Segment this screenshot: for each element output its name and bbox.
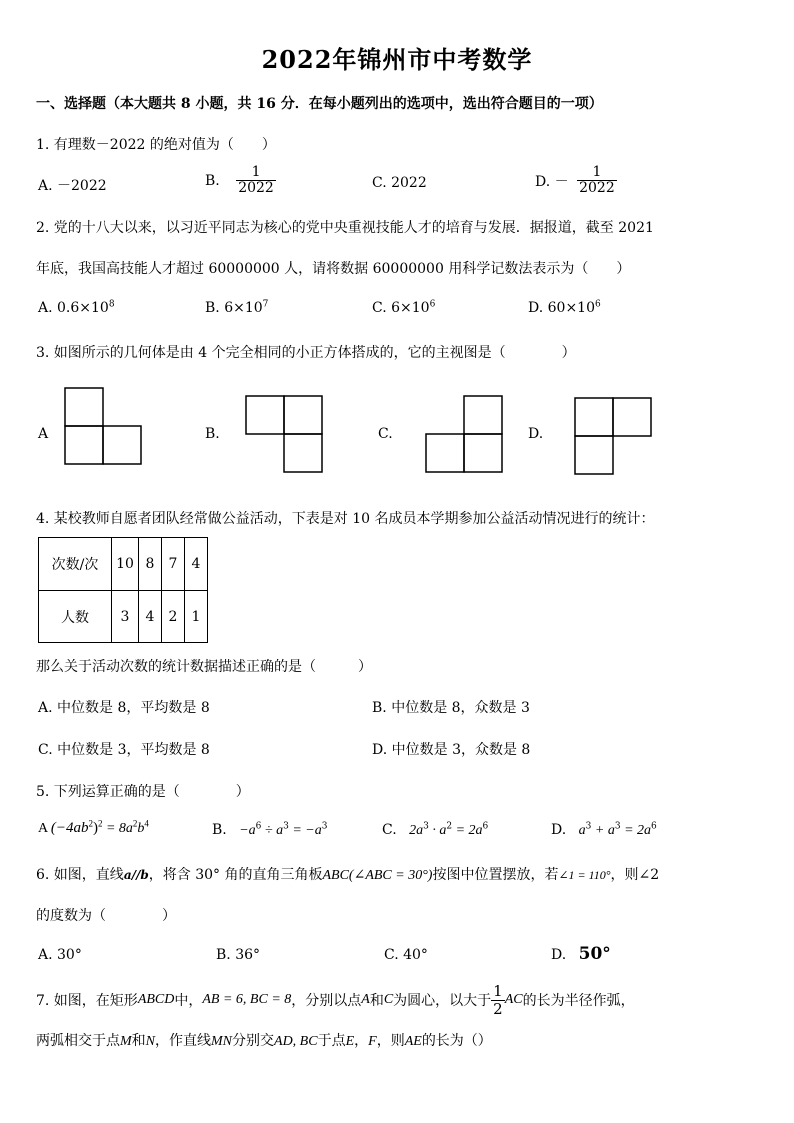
question-3-stem: 3. 如图所示的几何体是由 4 个完全相同的小正方体搭成的，它的主视图是（ ） (36, 345, 576, 361)
question-4-question: 那么关于活动次数的统计数据描述正确的是（ ） (36, 659, 372, 675)
q1-option-b (205, 165, 276, 197)
q2-option-d-exponent: 6 (595, 299, 601, 310)
q1-option-d (535, 165, 617, 197)
q6-option-c: C. 40° (384, 947, 428, 963)
q3-option-c-figure (425, 395, 505, 475)
question-5-stem: 5. 下列运算正确的是（ ） (36, 784, 250, 800)
q6-option-a: A. 30° (38, 947, 82, 963)
q1-option-d-fraction (577, 165, 617, 197)
q5-option-d (551, 822, 657, 839)
q2-option-a (38, 300, 115, 316)
q5-option-d-term2: + a (591, 823, 615, 838)
q5-option-d-term3: = 2a (620, 823, 652, 838)
q6-option-d-value: 50° (578, 944, 611, 964)
q7-text-6: 的长为半径作弧， (522, 993, 635, 1009)
question-7-line-2 (36, 1030, 492, 1050)
q4-option-b: B. 中位数是 8，众数是 3 (372, 700, 530, 716)
q6-option-d-label: D. (551, 947, 567, 963)
table-cell: 4 (185, 538, 208, 591)
table-cell: 4 (139, 591, 162, 643)
q7-point-m: M (120, 1034, 132, 1049)
q5-option-b-exp2: 3 (283, 821, 289, 832)
question-6-line-2: 的度数为（ ） (36, 908, 176, 924)
q7-text-11: 于点 (317, 1033, 346, 1049)
q5-option-c-term3: = 2a (452, 823, 483, 838)
q7-text-10: 分别交 (232, 1033, 275, 1049)
table-cell: 7 (162, 538, 185, 591)
q6-text-1: 6. 如图，直线 (36, 867, 124, 883)
q7-rectangle-name: ABCD (137, 992, 175, 1007)
q5-option-c-term1: 2a (409, 823, 424, 838)
q1-option-b-numerator: 1 (251, 164, 261, 180)
q5-option-c-exp2: 2 (446, 821, 453, 832)
q7-text-1: 7. 如图，在矩形 (36, 993, 138, 1009)
q2-option-c-exponent: 6 (429, 299, 436, 310)
q4-option-a: A. 中位数是 8，平均数是 8 (38, 700, 210, 716)
q5-option-c-term2: · a (428, 823, 447, 838)
table-cell: 1 (185, 591, 208, 643)
q5-option-a-base: (−4ab (50, 820, 89, 836)
q5-option-c (382, 822, 488, 839)
q7-text-9: ，作直线 (155, 1033, 212, 1049)
q5-option-d-exp1: 3 (585, 821, 592, 832)
q5-option-a-inner-exp: 2 (88, 818, 93, 829)
question-2-line-2: 年底，我国高技能人才超过 60000000 人，请将数据 60000000 用科学记数法表示为（ ） (36, 261, 631, 277)
q2-option-c-text: C. 6×10 (372, 300, 430, 316)
table-cell: 10 (112, 538, 139, 591)
q6-text-3: 按图中位置摆放，若 (432, 867, 559, 883)
q2-option-a-text: A. 0.6×10 (38, 300, 109, 316)
q7-segment-ac: AC (504, 992, 523, 1007)
q5-option-b-term3: = −a (288, 823, 322, 838)
q5-option-c-exp1: 3 (423, 821, 429, 832)
table-row (39, 538, 208, 591)
q7-text-14: 的长为（） (421, 1033, 492, 1049)
q7-half-numerator: 1 (493, 982, 503, 1000)
q5-option-b-term2: ÷ a (261, 823, 284, 838)
q5-option-a-rhs-b: b (137, 821, 145, 836)
q3-option-b-label: B. (205, 426, 220, 442)
q7-text-12: ， (354, 1033, 369, 1049)
q2-option-b-text: B. 6×10 (205, 300, 263, 316)
q5-option-a-rhs-exp2: 4 (144, 818, 149, 829)
q2-option-a-exponent: 8 (108, 299, 115, 310)
section-heading: 一、选择题（本大题共 8 小题，共 16 分．在每小题列出的选项中，选出符合题目的一项） (36, 96, 603, 112)
q5-option-b-label: B. (212, 822, 227, 838)
q5-option-d-exp3: 6 (651, 821, 657, 832)
question-4-stem: 4. 某校教师自愿者团队经常做公益活动，下表是对 10 名成员本学期参加公益活动情况进行的统计： (36, 511, 655, 527)
q3-option-a-label: A (38, 426, 49, 442)
q1-option-a: A. －2022 (38, 178, 107, 194)
q5-option-a-rhs: = 8a (102, 821, 133, 836)
q1-option-d-numerator: 1 (592, 164, 602, 180)
q7-point-f: F (368, 1034, 377, 1049)
q7-text-8: 和 (131, 1033, 146, 1049)
q6-text-2: ，将含 30° 角的直角三角板 (148, 867, 323, 883)
q5-option-a-label: A (38, 821, 48, 836)
q3-option-b-figure (245, 395, 325, 475)
q2-option-c (372, 300, 435, 316)
table-header-cell: 次数/次 (39, 538, 112, 591)
q7-point-e: E (345, 1034, 355, 1049)
table-cell: 2 (162, 591, 185, 643)
question-1-stem: 1. 有理数－2022 的绝对值为（ ） (36, 137, 276, 153)
table-cell: 8 (139, 538, 162, 591)
q5-option-a (38, 820, 149, 837)
q2-option-d (528, 300, 601, 316)
q7-half-fraction (491, 983, 505, 1017)
table-row (39, 591, 208, 643)
question-2-line-1: 2. 党的十八大以来，以习近平同志为核心的党中央重视技能人才的培育与发展．据报道，截至 2021 (36, 220, 654, 236)
q1-option-c: C. 2022 (372, 175, 427, 191)
q1-option-b-denominator: 2022 (238, 180, 274, 197)
q7-text-3: ，分别以点 (291, 993, 362, 1009)
q6-text-4: ，则∠2 (610, 867, 660, 883)
q2-option-b (205, 300, 268, 316)
q5-option-a-outer-exp: 2 (97, 818, 103, 829)
q2-option-b-exponent: 7 (262, 299, 269, 310)
q5-option-b-exp3: 3 (321, 821, 328, 832)
q6-triangle-condition: (∠ABC = 30°) (348, 868, 433, 883)
q7-line-mn: MN (211, 1034, 233, 1049)
q3-option-c-label: C. (378, 426, 393, 442)
q7-point-c: C (383, 992, 394, 1007)
page-title: 2022年锦州市中考数学 (261, 45, 533, 74)
table-cell: 3 (112, 591, 139, 643)
question-7-line-1 (36, 983, 635, 1017)
q5-option-d-label: D. (551, 822, 567, 838)
q6-triangle-name: ABC (322, 868, 349, 883)
q1-option-d-label: D. － (535, 173, 569, 190)
q5-option-d-term1: a (578, 823, 586, 838)
activity-stats-table (38, 537, 208, 643)
q7-half-denominator: 2 (493, 999, 503, 1018)
q5-option-a-rhs-exp1: 2 (132, 818, 138, 829)
q7-segment-ae: AE (404, 1034, 422, 1049)
q6-option-d (551, 944, 611, 964)
q5-option-c-exp3: 6 (482, 821, 489, 832)
q5-option-b-term1: −a (239, 823, 256, 838)
q6-option-b: B. 36° (216, 947, 261, 963)
table-header-cell: 人数 (39, 591, 112, 643)
q7-point-a: A (361, 992, 370, 1007)
q5-option-d-exp2: 3 (614, 821, 621, 832)
q7-side-lengths: AB = 6, BC = 8 (202, 992, 292, 1007)
q7-sides-ad-bc: AD, BC (274, 1034, 318, 1049)
q5-option-b (212, 822, 327, 839)
q7-text-13: ，则 (376, 1033, 405, 1049)
q1-option-b-fraction (236, 165, 276, 197)
q7-text-4: 和 (369, 993, 384, 1009)
question-6-line-1 (36, 864, 659, 884)
q4-option-c: C. 中位数是 3，平均数是 8 (38, 742, 210, 758)
q6-angle-1: ∠1 = 110° (558, 868, 611, 882)
q1-option-b-label: B. (205, 172, 220, 189)
q5-option-b-exp1: 6 (255, 821, 262, 832)
q7-text-7: 两弧相交于点 (36, 1033, 120, 1049)
q2-option-d-text: D. 60×10 (528, 300, 595, 316)
q6-parallel-lines: a//b (123, 868, 149, 882)
q4-option-d: D. 中位数是 3，众数是 8 (372, 742, 531, 758)
q7-point-n: N (145, 1034, 156, 1049)
q3-option-a-figure (64, 387, 144, 467)
q1-option-d-denominator: 2022 (579, 180, 615, 197)
q7-text-2: 中， (174, 993, 203, 1009)
q3-option-d-figure (574, 397, 654, 477)
q5-option-a-close: ) (92, 820, 98, 836)
q3-option-d-label: D. (528, 426, 544, 442)
q7-text-5: 为圆心，以大于 (393, 993, 492, 1009)
q5-option-c-label: C. (382, 822, 397, 838)
